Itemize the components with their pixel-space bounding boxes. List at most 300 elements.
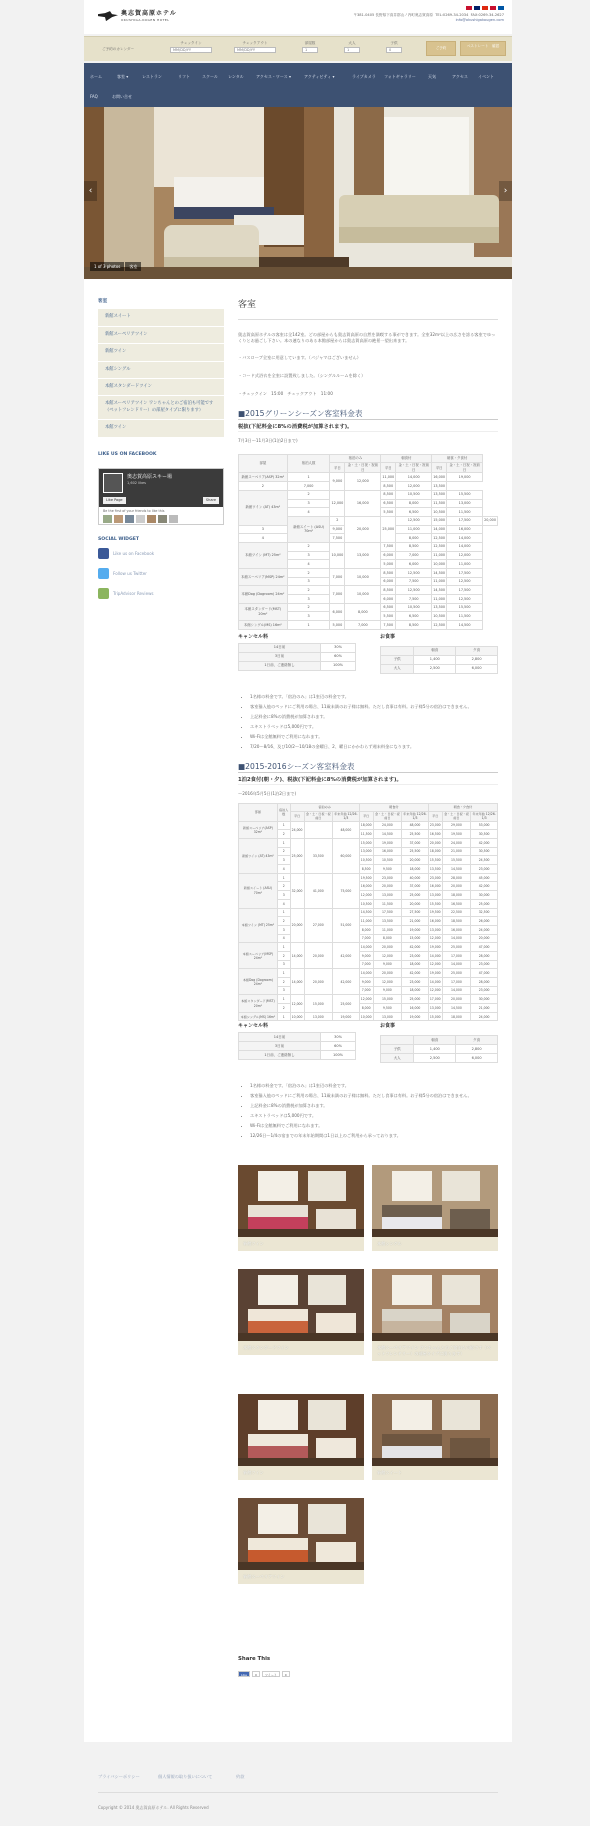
rate-cell: 21,000	[402, 917, 429, 926]
table-header	[381, 646, 414, 655]
rate-cell: 10,500	[373, 856, 402, 865]
people-cell: 4	[287, 560, 330, 569]
rate-cell: 16,000	[373, 847, 402, 856]
avatar	[158, 515, 167, 523]
room-photo	[372, 1165, 498, 1237]
meal-price: 1,400	[414, 1045, 456, 1054]
people-cell: 2	[277, 882, 290, 891]
language-flag-icon[interactable]	[490, 6, 496, 10]
fb-share-button[interactable]: Share	[203, 497, 219, 504]
gallery-item[interactable]	[238, 1165, 364, 1251]
rate-cell: 12,000	[396, 482, 432, 491]
table-row	[239, 1051, 356, 1060]
terms-link[interactable]: 約款	[236, 1774, 245, 1779]
sidebar-item[interactable]: 本館ツイン	[98, 420, 224, 437]
rate-cell: 25,000	[381, 516, 396, 542]
rate-cell: 13,500	[432, 603, 447, 612]
rate-cell: 8,500	[381, 569, 396, 578]
social-link[interactable]	[98, 588, 224, 599]
table-header: 夕食	[456, 1036, 498, 1045]
rate-cell: 5,000	[381, 560, 396, 569]
room-name-cell: 本館Dog (Dogroom) 24m²	[239, 586, 288, 603]
people-cell: 3	[287, 551, 330, 560]
nav-item[interactable]: FAQ	[90, 94, 98, 99]
language-flag-icon[interactable]	[466, 6, 472, 10]
sidebar-heading: 客室	[98, 299, 108, 304]
rate-cell: 13,500	[432, 490, 447, 499]
rate-cell: 13,000	[428, 891, 442, 900]
rate-cell: 20,000	[428, 839, 442, 848]
fax-text: FAX:0269-34-2627	[470, 13, 504, 17]
rate-cell: 12,000	[447, 551, 483, 560]
rate-cell: 20,000	[290, 908, 304, 943]
nav-item[interactable]: レンタル	[228, 74, 244, 79]
green-notes-list	[250, 694, 498, 754]
rate-cell: 8,000	[345, 603, 381, 620]
rooms-label: 部屋数	[304, 41, 316, 45]
share-button[interactable]: Like	[238, 1671, 250, 1677]
rate-cell: 13,000	[428, 925, 442, 934]
rate-cell: 22,500	[442, 908, 471, 917]
gallery-item[interactable]	[372, 1394, 498, 1480]
green-tax-note: 税抜(下記料金に8%の消費税が加算されます)。	[238, 424, 498, 432]
rate-cell: 19,000	[428, 943, 442, 952]
people-cell: 1	[277, 821, 290, 830]
rate-cell: 21,000	[442, 847, 471, 856]
site-footer	[84, 1742, 512, 1826]
rate-cell: 7,500	[396, 577, 432, 586]
rate-cell: 11,500	[447, 508, 483, 517]
checkout-input[interactable]: MM/DD/YY	[234, 47, 276, 53]
table-header-row	[381, 646, 498, 655]
cancel-heading: キャンセル料	[238, 1023, 269, 1030]
page-title: 客室	[238, 299, 498, 320]
note-item: • Wi-Fiは全館無料でご利用になれます。	[250, 734, 498, 744]
intro-text: 奥志賀高原ホテルの客室は全142室。どの部屋からも奥志賀高原の自然を満喫する事ができます。全室32m²以上の広さを誇る客室でゆっくりとお過ごし下さい。本の連なりのある本館部屋からは奥志賀高原の絶景一望出来ます。	[238, 332, 496, 343]
people-cell: 1	[277, 995, 290, 1004]
footer-divider	[98, 1792, 498, 1793]
rate-cell: 23,000	[428, 821, 442, 830]
gallery-item[interactable]	[372, 1269, 498, 1360]
social-heading: SOCIAL WIDGET	[98, 536, 140, 542]
rate-cell: 19,000	[428, 969, 442, 978]
sidebar-item[interactable]: 本館スーペリアツイン ワンちゃんとのご宿泊も可能です（ペットフレンドリー）の部屋タイプに限ります）	[98, 396, 224, 420]
rate-cell: 9,000	[359, 978, 373, 987]
rate-cell: 11,000	[432, 595, 447, 604]
table-header: 宿泊のみ	[330, 454, 381, 463]
rate-cell: 14,500	[442, 865, 471, 874]
rate-cell: 32,500	[471, 908, 498, 917]
table-row	[239, 908, 498, 917]
rate-cell: 7,500	[381, 542, 396, 551]
copyright: Copyright © 2014 奥志賀高原ホテル. All Rights Reserved	[98, 1805, 209, 1810]
booking-search-button[interactable]: ご予約	[426, 41, 456, 56]
rate-cell: 16,000	[442, 925, 471, 934]
table-row	[239, 934, 498, 943]
rate-cell: 26,000	[471, 917, 498, 926]
rate-cell: 47,000	[471, 943, 498, 952]
cancel-period: 1日前、ご連絡無し	[239, 661, 321, 670]
rate-cell: 9,000	[373, 960, 402, 969]
people-cell: 2	[277, 951, 290, 960]
best-rate-button[interactable]: ベストレート 確認	[460, 41, 506, 56]
rate-cell: 6,000	[381, 595, 396, 604]
green-season-heading: ■2015グリーンシーズン客室料金表	[238, 409, 498, 420]
table-row	[239, 821, 498, 830]
rate-cell: 24,000	[290, 821, 304, 838]
note-item: • 1名様の料金です。「宿泊のみ」は1室辺の料金です。	[250, 1083, 498, 1093]
table-row	[239, 586, 498, 595]
sidebar-item[interactable]: 新館スイート	[98, 309, 224, 326]
share-button[interactable]: 0	[252, 1671, 260, 1677]
rate-cell: 11,500	[432, 499, 447, 508]
rate-cell: 12,500	[432, 621, 447, 630]
nav-item[interactable]: 客室 ▾	[117, 74, 129, 79]
adults-select[interactable]: 1	[344, 47, 360, 53]
people-cell: 2	[287, 542, 330, 551]
room-name-cell: 本館スーペリア(MSP) 24m²	[239, 943, 278, 969]
table-row	[239, 899, 498, 908]
rate-cell: 32,000	[290, 873, 304, 908]
room-content	[238, 299, 498, 1677]
gallery-item[interactable]	[372, 1165, 498, 1251]
rate-cell: 25,500	[402, 830, 429, 839]
rate-cell: 12,000	[428, 934, 442, 943]
rate-cell: 20,000	[471, 934, 498, 943]
rate-cell: 30,000	[471, 891, 498, 900]
rate-cell: 19,500	[359, 873, 373, 882]
rate-cell: 20,000	[304, 943, 333, 969]
rate-cell: 23,000	[471, 865, 498, 874]
room-gallery	[238, 1165, 498, 1650]
sidebar-item[interactable]: 本館シングル	[98, 362, 224, 379]
rate-cell: 7,000	[330, 569, 345, 586]
rate-cell: 10,000	[345, 569, 381, 586]
room-name-cell: 新館ツイン (AT) 43m²	[239, 490, 288, 525]
rate-cell: 30,500	[471, 830, 498, 839]
rate-cell: 41,000	[304, 873, 333, 908]
avatar	[125, 515, 134, 523]
rate-cell: 13,000	[304, 1012, 333, 1021]
rate-cell: 14,500	[442, 1004, 471, 1013]
rate-cell: 8,500	[359, 865, 373, 874]
room-name-cell: 新館ツイン (AT) 43m²	[239, 839, 278, 874]
rate-cell: 42,000	[402, 969, 429, 978]
rate-cell: 60,000	[333, 839, 360, 874]
fb-like-button[interactable]: Like Page	[103, 497, 126, 504]
people-cell: 3	[277, 891, 290, 900]
rate-cell: 14,000	[428, 978, 442, 987]
rate-cell: 25,000	[333, 995, 360, 1012]
rate-cell: 15,000	[373, 995, 402, 1004]
rate-cell: 17,000	[442, 978, 471, 987]
language-flag-icon[interactable]	[482, 6, 488, 10]
personal-info-link[interactable]: 個人情報の取り扱いについて	[158, 1774, 213, 1779]
meal-heading: お食事	[380, 1023, 396, 1030]
nav-item[interactable]: アクセス	[452, 74, 468, 79]
room-photo	[238, 1498, 364, 1570]
meal-price-table	[380, 1035, 498, 1063]
table-header: 金・土・日祝・祝前日	[305, 812, 331, 821]
rate-cell: 48,000	[402, 821, 429, 830]
meal-type: 大人	[381, 1054, 414, 1063]
rate-cell: 23,000	[428, 873, 442, 882]
social-link[interactable]	[98, 548, 224, 559]
room-photo	[238, 1394, 364, 1466]
meal-price: 2,500	[414, 1054, 456, 1063]
rate-cell: 12,500	[447, 595, 483, 604]
checkin-input[interactable]: MM/DD/YY	[170, 47, 212, 53]
table-row	[381, 1054, 498, 1063]
privacy-link[interactable]: プライバシーポリシー	[98, 1774, 140, 1779]
table-header: 朝食・夕食付	[428, 803, 497, 812]
people-cell: 2	[239, 482, 288, 491]
rate-cell: 28,000	[471, 951, 498, 960]
sidebar-item[interactable]: 新館スーペリアツイン	[98, 327, 224, 344]
nav-item[interactable]: レストラン	[142, 74, 162, 79]
rate-cell: 53,000	[471, 821, 498, 830]
meal-price: 2,500	[414, 664, 456, 673]
rate-cell: 8,000	[396, 534, 432, 543]
rate-cell: 6,000	[381, 551, 396, 560]
rate-cell: 16,500	[442, 899, 471, 908]
nav-item[interactable]: イベント	[478, 74, 494, 79]
table-row	[239, 951, 498, 960]
rate-cell: 14,000	[359, 943, 373, 952]
rate-cell: 13,500	[428, 865, 442, 874]
sidebar-item[interactable]: 本館スタンダードツイン	[98, 379, 224, 396]
language-flag-icon[interactable]	[498, 6, 504, 10]
rate-cell: 15,000	[402, 934, 429, 943]
people-cell: 3	[287, 577, 330, 586]
rate-cell: 12,500	[432, 542, 447, 551]
rate-cell: 42,000	[471, 839, 498, 848]
people-cell: 1	[277, 908, 290, 917]
rate-cell: 23,000	[471, 960, 498, 969]
room-photo	[372, 1269, 498, 1341]
winter-tax-note: 1泊2食付(朝・夕)、税抜(下記料金に8%の消費税が加算されます)。	[238, 777, 498, 785]
note-item: • 上記料金に8%の消費税が加算されます。	[250, 1103, 498, 1113]
table-row	[239, 839, 498, 848]
rate-cell: 8,000	[359, 925, 373, 934]
room-name-cell: 本館スタンダード(MST) 20m²	[239, 995, 278, 1012]
rooms-select[interactable]: 1	[302, 47, 318, 53]
rate-cell: 75,000	[333, 873, 360, 908]
rate-cell: 6,500	[381, 603, 396, 612]
room-name-cell: 本館スタンダード(MST) 20m²	[239, 603, 288, 620]
nav-item[interactable]: ライブカメラ	[352, 74, 376, 79]
table-header: 平日	[330, 463, 345, 473]
rate-cell: 14,000	[290, 969, 304, 995]
winter-season-rate-table	[238, 803, 498, 1022]
rate-cell: 14,500	[432, 569, 447, 578]
table-header: 朝食付	[359, 803, 428, 812]
rate-cell: 17,500	[447, 586, 483, 595]
rate-cell: 7,000	[330, 586, 345, 603]
rate-cell: 16,500	[428, 830, 442, 839]
table-row	[239, 1042, 356, 1051]
site-logo[interactable]	[98, 10, 177, 22]
table-header	[381, 1036, 414, 1045]
rate-cell: 48,000	[333, 821, 360, 838]
rate-cell: 11,000	[359, 917, 373, 926]
children-select[interactable]: 0	[386, 47, 402, 53]
rate-cell: 8,000	[359, 1004, 373, 1013]
nav-item[interactable]: フォトギャラリー	[384, 74, 416, 79]
nav-item[interactable]: アクティビティ ▾	[304, 74, 335, 79]
room-name-cell: 新館スーペリア(ASP) 32m²	[239, 473, 288, 482]
rate-cell: 7,000	[359, 986, 373, 995]
rate-cell: 30,500	[471, 847, 498, 856]
rate-cell: 13,000	[345, 542, 381, 568]
share-button[interactable]: ツイート	[262, 1671, 280, 1677]
rate-cell: 10,500	[359, 856, 373, 865]
nav-item[interactable]: 天気	[428, 74, 436, 79]
rate-cell: 12,000	[373, 951, 402, 960]
fb-page-name[interactable]: 奥志賀高原スキー場	[127, 473, 173, 480]
rate-cell: 21,000	[471, 1004, 498, 1013]
table-header: 平日	[359, 812, 373, 821]
rate-cell: 14,500	[359, 908, 373, 917]
table-header: 朝食・夕食付	[432, 454, 483, 463]
hero-slider	[84, 107, 512, 279]
table-row	[239, 865, 498, 874]
rate-cell: 23,000	[402, 978, 429, 987]
table-header: 年末年始 12/26-1/3	[403, 812, 427, 821]
facebook-cover	[99, 469, 223, 507]
room-name-cell: 本館シングル(MS) 16m²	[239, 621, 288, 630]
twitter-icon	[98, 568, 109, 579]
people-cell: 3	[277, 925, 290, 934]
rate-cell: 16,000	[359, 882, 373, 891]
rate-cell: 40,000	[402, 873, 429, 882]
table-header-row	[239, 803, 498, 812]
rate-cell: 25,000	[402, 995, 429, 1004]
nav-item[interactable]: ホーム	[90, 74, 102, 79]
cancel-fee: 60%	[321, 1042, 356, 1051]
rate-cell: 14,000	[359, 969, 373, 978]
prev-slide-arrow-icon[interactable]: ‹	[84, 181, 97, 201]
sidebar-item[interactable]: 新館ツイン	[98, 344, 224, 361]
rate-cell: 23,000	[471, 986, 498, 995]
share-buttons	[238, 1671, 498, 1677]
rate-cell: 19,000	[402, 1012, 429, 1021]
rate-cell: 16,000	[402, 1004, 429, 1013]
slide-counter: 1 of 3 photos	[90, 262, 124, 271]
rate-cell: 15,500	[428, 899, 442, 908]
rate-cell: 8,500	[396, 542, 432, 551]
rate-cell: 15,000	[432, 516, 447, 525]
gallery-caption: 本館スーペリアツイン ワンちゃんとのご宿泊も可能です（ペットフレンドリー）の部屋タイプに限ります）	[377, 1345, 491, 1356]
people-cell: 3	[239, 525, 288, 534]
nav-item[interactable]: リフト	[178, 74, 190, 79]
rate-cell: 8,000	[373, 934, 402, 943]
table-header: 部屋	[239, 454, 288, 473]
logo-title: 奥志賀高原ホテル	[121, 10, 177, 17]
meal-heading: お食事	[380, 633, 396, 640]
meal-price: 1,400	[414, 655, 456, 664]
rate-cell: 13,000	[373, 891, 402, 900]
table-header: 金・土・日祝・祝前日	[345, 463, 381, 473]
rate-cell: 23,000	[402, 951, 429, 960]
table-row	[239, 917, 498, 926]
rate-cell: 18,000	[402, 960, 429, 969]
rate-cell: 18,000	[428, 847, 442, 856]
note-item: • エキストラベッドは5,000円です。	[250, 1113, 498, 1123]
rate-cell: 42,000	[333, 943, 360, 969]
nav-item[interactable]: スクール	[202, 74, 218, 79]
people-cell: 3	[277, 856, 290, 865]
green-period: 7月3日～11月3日(1泊2日まで)	[238, 437, 298, 443]
next-slide-arrow-icon[interactable]: ›	[499, 181, 512, 201]
avatar	[114, 515, 123, 523]
rate-cell: 20,000	[345, 516, 381, 542]
gallery-item[interactable]	[238, 1498, 364, 1584]
people-cell: 1	[277, 1012, 290, 1021]
rate-cell: 20,000	[402, 856, 429, 865]
rate-cell: 12,000	[359, 995, 373, 1004]
booking-label: ご予約のカレンダー	[102, 47, 135, 51]
rate-cell: 12,000	[359, 891, 373, 900]
nav-item[interactable]: お問い合せ	[112, 94, 132, 99]
table-row	[239, 569, 498, 578]
rate-cell: 16,000	[432, 473, 447, 482]
rate-cell: 15,000	[428, 1012, 442, 1021]
social-link[interactable]	[98, 568, 224, 579]
rate-cell: 8,500	[381, 586, 396, 595]
checkin-times: ・チェックイン 15:00 チェックアウト 11:00	[238, 390, 333, 396]
share-button[interactable]: 0	[282, 1671, 290, 1677]
meal-type: 子供	[381, 1045, 414, 1054]
hero-caption	[90, 262, 141, 271]
rate-cell: 19,500	[442, 830, 471, 839]
table-header: 金・土・日祝・祝前日	[374, 812, 400, 821]
table-header: 年末年始 12/26-1/3	[472, 812, 496, 821]
rate-cell: 27,000	[304, 908, 333, 943]
gallery-caption: 新館スイート	[377, 1470, 403, 1476]
note-item: • 客室猫入他のペッドにご利用の場合、11歳未満のお子様は無料。ただし食事は有料。お子様5分の宿泊はできません。	[250, 704, 498, 714]
cancel-fee-table	[238, 643, 356, 671]
rate-cell: 20,000	[442, 995, 471, 1004]
rate-cell: 8,000	[396, 499, 432, 508]
language-flag-icon[interactable]	[474, 6, 480, 10]
rate-cell: 14,000	[442, 986, 471, 995]
avatar	[169, 515, 178, 523]
rate-cell: 6,500	[381, 499, 396, 508]
nav-item[interactable]: アクセス・ワース ▾	[256, 74, 291, 79]
rate-cell: 6,500	[396, 508, 432, 517]
rate-cell: 18,000	[402, 986, 429, 995]
rate-cell: 14,500	[373, 830, 402, 839]
rate-cell: 12,500	[447, 577, 483, 586]
table-header: 朝食	[414, 1036, 456, 1045]
table-row	[381, 1045, 498, 1054]
gallery-item[interactable]	[238, 1394, 364, 1480]
people-cell: 2	[277, 978, 290, 987]
rate-cell: 7,000	[345, 621, 381, 630]
gallery-item[interactable]	[238, 1269, 364, 1355]
table-header: 平日	[428, 812, 442, 821]
rate-cell: 15,500	[447, 603, 483, 612]
table-row	[239, 661, 356, 670]
yukata-note: ・コード式浴衣を全室に設置致しました。（シングルルームを除く）	[238, 373, 366, 379]
rate-cell: 16,000	[428, 917, 442, 926]
email-link[interactable]: info@okushigakougen.com	[455, 17, 504, 22]
meal-price: 2,800	[456, 1045, 498, 1054]
cancel-period: 1日前、ご連絡無し	[239, 1051, 321, 1060]
tel-text: TEL:0269-34-2034	[435, 13, 469, 17]
table-header: 年末年始 12/26-1/3	[334, 812, 358, 821]
